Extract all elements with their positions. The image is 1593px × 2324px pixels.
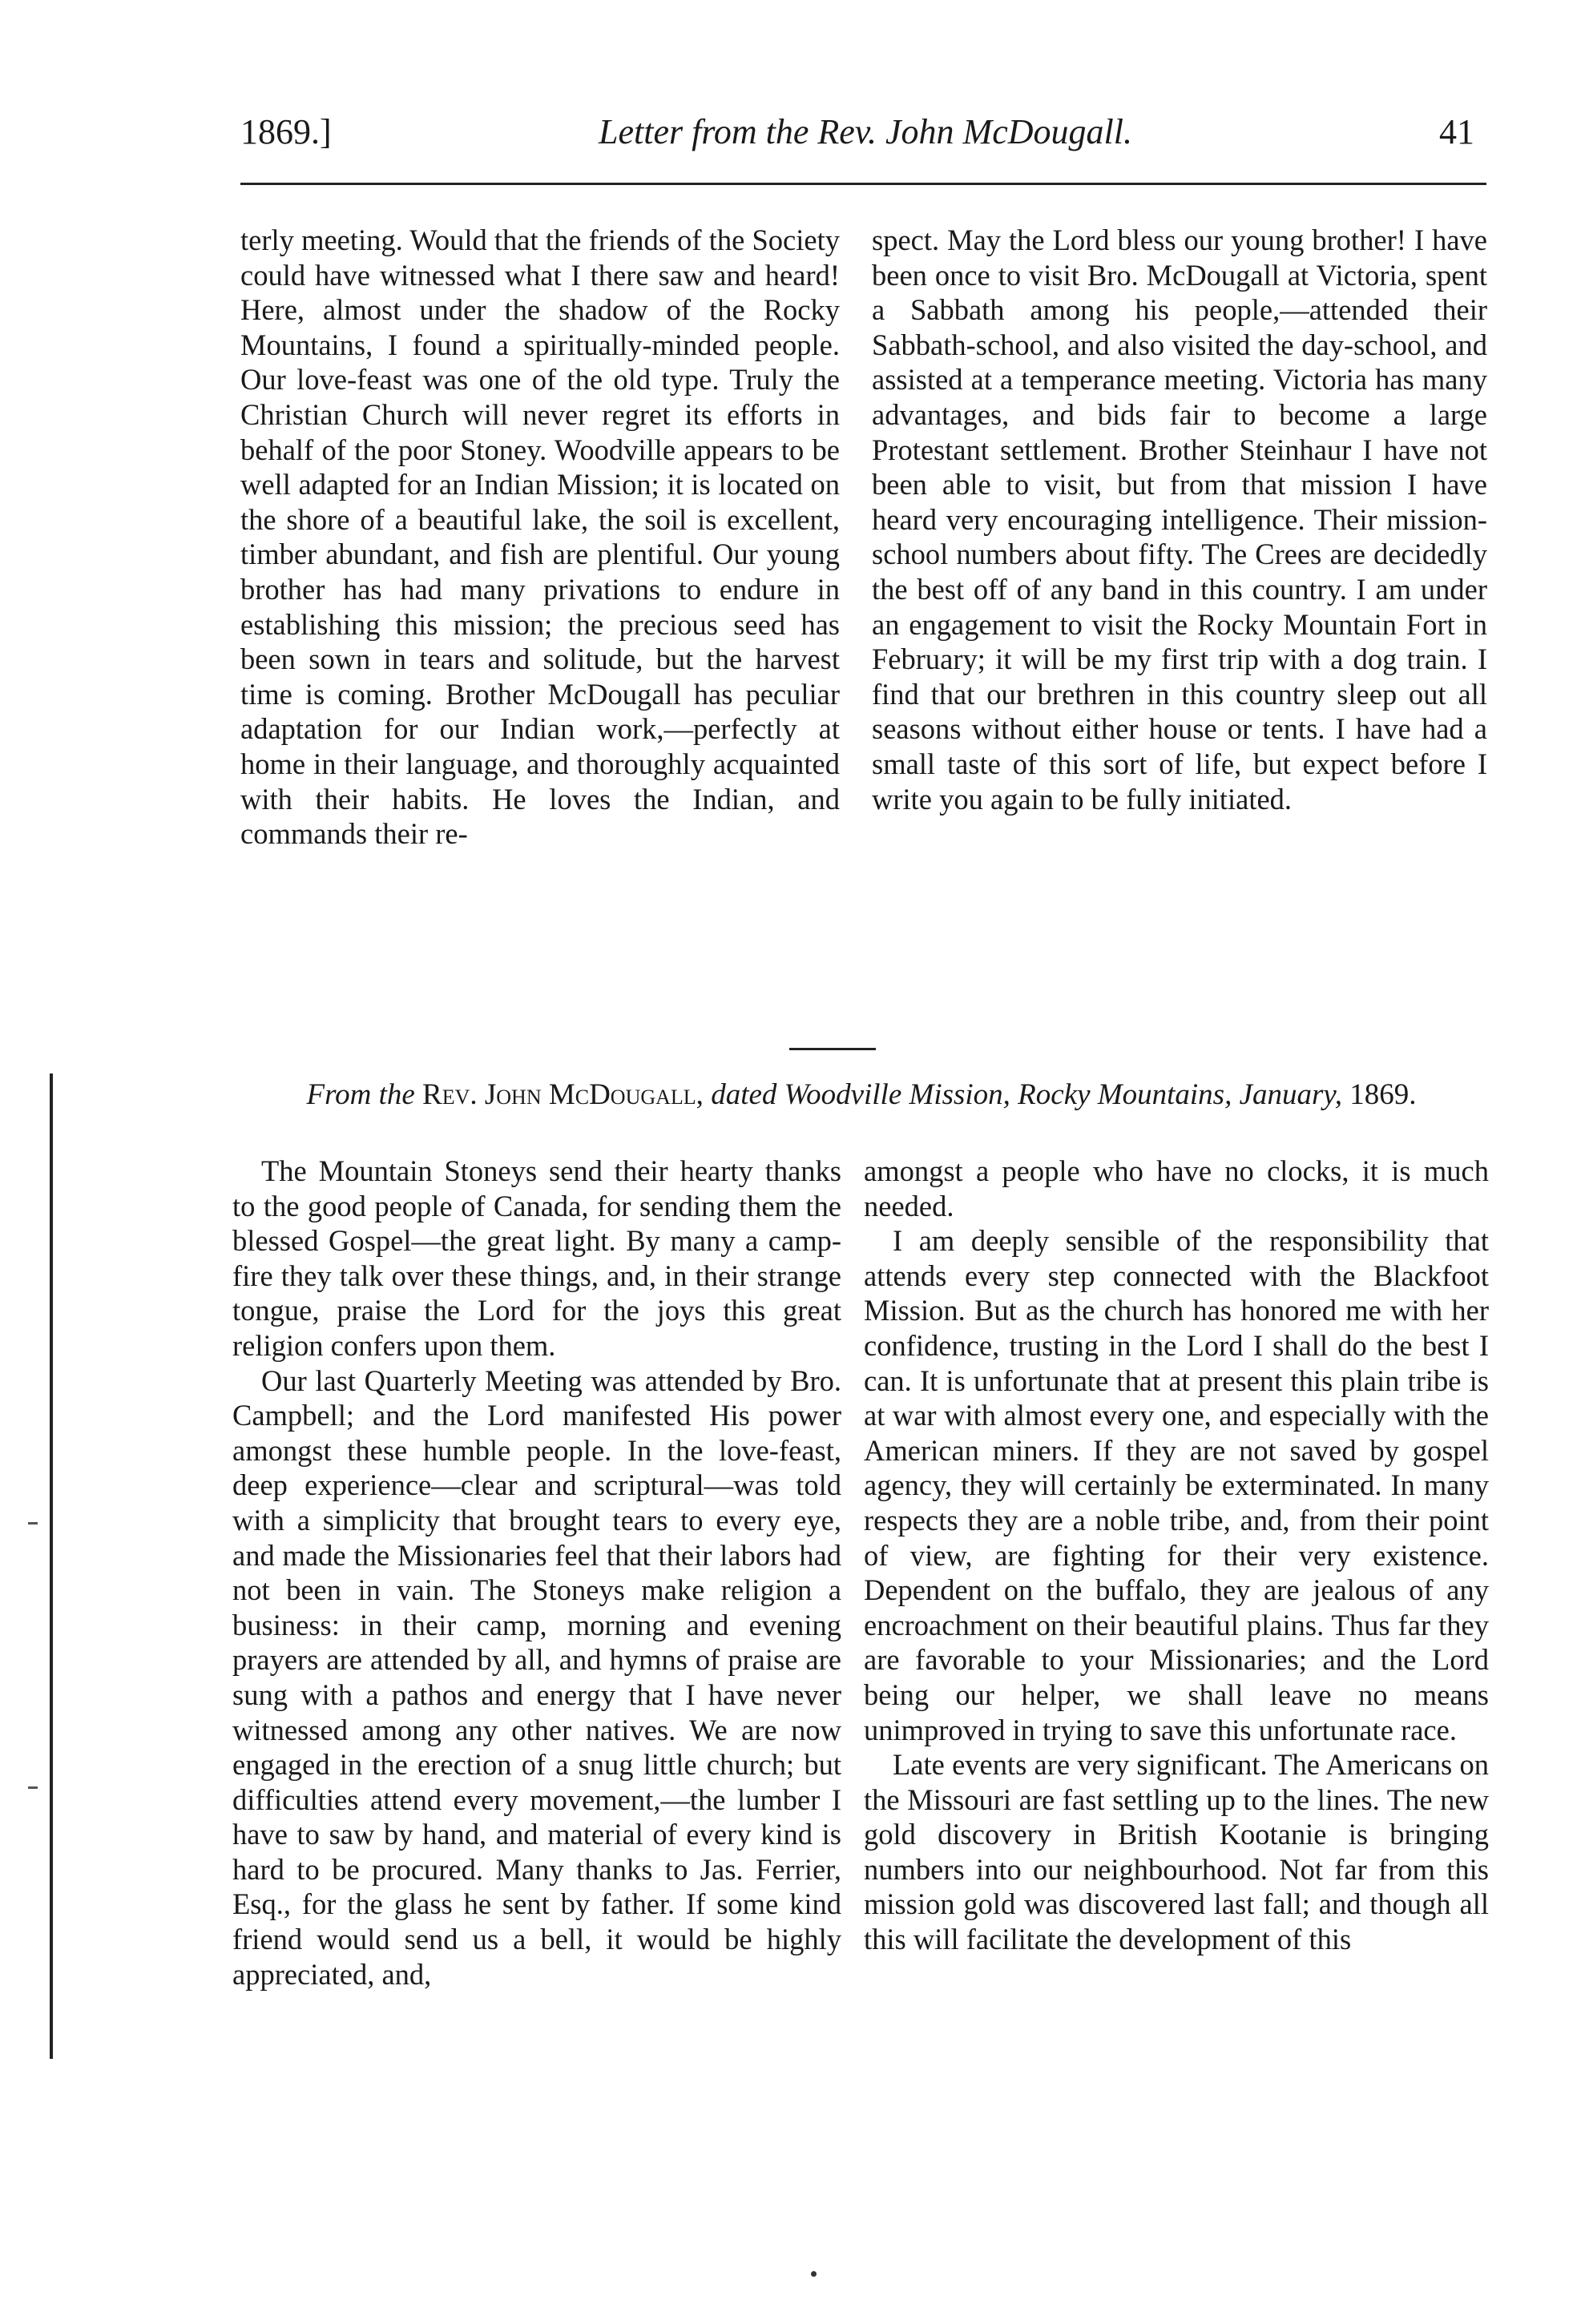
- byline-year: 1869.: [1349, 1078, 1417, 1111]
- section2-left-column: [232, 1154, 841, 1992]
- paragraph: terly meeting. Would that the friends of the Society could have witnessed what I there saw and heard! Here, almost under the shadow of the Rocky Mountains, I found a spiritually-minded people. Our love-feast was one of the old type. Truly the Christian Church will never regret its efforts in behalf of the poor Stoney. Woodville appears to be well adapted for an Indian Mission; it is located on the shore of a beautiful lake, the soil is excellent, timber abundant, and fish are plentiful. Our young brother has had many privations to endure in establishing this mission; the precious seed has been sown in tears and solitude, but the harvest time is coming. Brother McDougall has peculiar adaptation for our Indian work,—perfectly at home in their language, and thoroughly acquainted with their habits. He loves the Indian, and commands their re-: [240, 224, 840, 851]
- section1-right-column: [872, 223, 1487, 816]
- paragraph: spect. May the Lord bless our young brother! I have been once to visit Bro. McDougall at Victoria, spent a Sabbath among his people,—attended their Sabbath-school, and also visited the day-school, and assisted at a temperance meeting. Victoria has many advantages, and bids fair to become a large Protestant settlement. Brother Steinhaur I have not been able to visit, but from that mission I have heard very encouraging intelligence. Their mission-school numbers about fifty. The Crees are decidedly the best off of any band in this country. I am under an engagement to visit the Rocky Mountain Fort in February; it will be my first trip with a dog train. I find that our brethren in this country sleep out all seasons without either house or tents. I have had a small taste of this sort of life, but expect before I write you again to be fully initiated.: [872, 224, 1487, 816]
- byline-dated: dated: [711, 1078, 777, 1111]
- section2-right-column: [864, 1154, 1489, 1957]
- paragraph: Late events are very significant. The Americans on the Missouri are fast settling up to the lines. The new gold discovery in British Kootanie is bringing numbers into our neighbourhood. Not far from this mission gold was discovered last fall; and though all this will facilitate the development of this: [864, 1748, 1489, 1956]
- paragraph: Our last Quarterly Meeting was attended by Bro. Campbell; and the Lord manifested His power amongst these humble people. In the love-feast, deep experience—clear and scriptural—was told with a simplicity that brought tears to every eye, and made the Missionaries feel that their labors had not been in vain. The Stoneys make religion a business: in their camp, morning and evening prayers are attended by all, and hymns of praise are sung with a pathos and energy that I have never witnessed among any other natives. We are now engaged in the erection of a snug little church; but difficulties attend every movement,—the lumber I have to saw by hand, and material of every kind is hard to be procured. Many thanks to Jas. Ferrier, Esq., for the glass he sent by father. If some kind friend would send us a bell, it would be highly appreciated, and,: [232, 1363, 841, 1991]
- page-number: 41: [1439, 112, 1474, 151]
- paragraph: I am deeply sensible of the responsibility that attends every step connected with the Blackfoot Mission. But as the church has honored me with her confidence, trusting in the Lord I shall do the best I can. It is unfortunate that at present this plain tribe is at war with almost every one, and especially with the American miners. If they are not saved by gospel agency, they will certainly be exterminated. In many respects they are a noble tribe, and, from their point of view, are fighting for their very existence. Dependent on the buffalo, they are jealous of any encroachment on their beautiful plains. Thus far they are favorable to your Missionaries; and the Lord being our helper, we shall leave no means unimproved in trying to save this unfortunate race.: [864, 1224, 1489, 1746]
- margin-annotation-line: [50, 1073, 53, 2059]
- footer-dot: [811, 2271, 817, 2277]
- header-year: 1869.]: [240, 112, 332, 151]
- running-header: [240, 108, 1490, 156]
- letter-byline: [232, 1077, 1490, 1113]
- header-rule: [240, 183, 1486, 185]
- header-title: Letter from the Rev. John McDougall.: [599, 112, 1132, 151]
- margin-mark: [28, 1522, 38, 1524]
- byline-place: Woodville Mission, Rocky Mountains, January,: [784, 1078, 1343, 1111]
- paragraph: The Mountain Stoneys send their hearty thanks to the good people of Canada, for sending them the blessed Gospel—the great light. By many a camp-fire they talk over these things, and, in their strange tongue, praise the Lord for the joys this great religion confers upon them.: [232, 1154, 841, 1362]
- margin-mark: [28, 1786, 38, 1789]
- paragraph: amongst a people who have no clocks, it is much needed.: [864, 1154, 1489, 1222]
- byline-name: Rev. John McDougall,: [422, 1078, 704, 1111]
- section1-left-column: [240, 223, 840, 852]
- byline-from: From the: [306, 1078, 415, 1111]
- section-divider: [789, 1048, 876, 1050]
